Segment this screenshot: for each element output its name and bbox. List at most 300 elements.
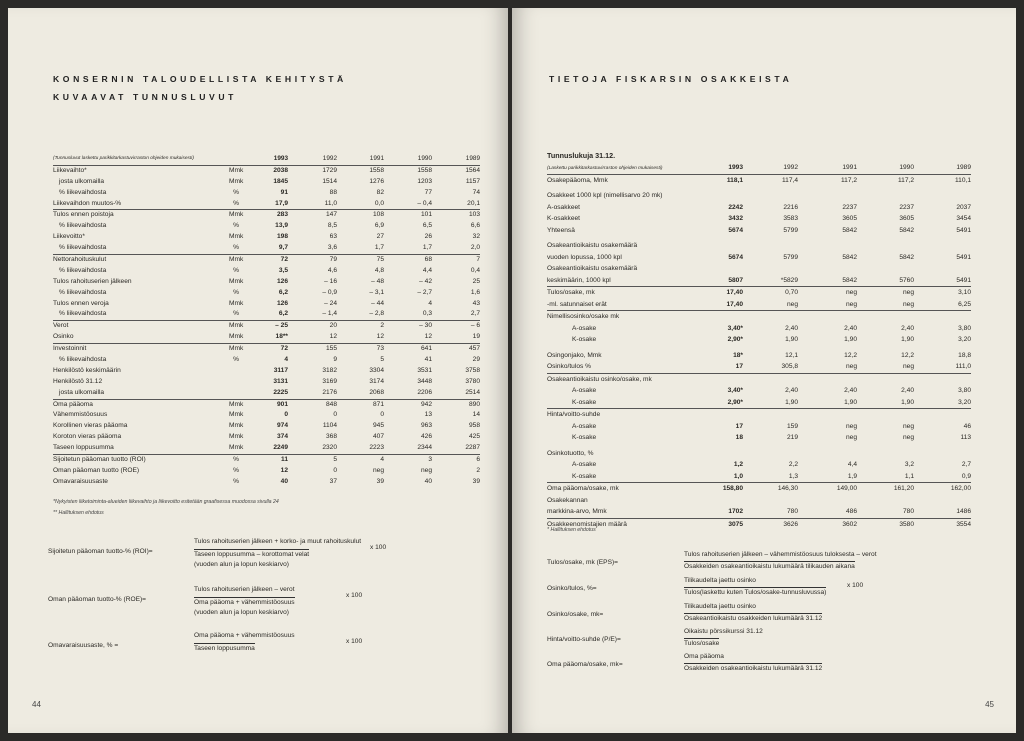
row-label: Omavaraisuusaste bbox=[53, 477, 108, 485]
cell-value: 3075 bbox=[728, 520, 743, 528]
cell-value: 3304 bbox=[369, 366, 384, 374]
table-row bbox=[547, 323, 971, 335]
cell-value: 3,10 bbox=[958, 289, 971, 296]
cell-value: 5674 bbox=[728, 226, 743, 234]
cell-value: 7 bbox=[476, 256, 480, 264]
cell-value: 2223 bbox=[369, 444, 384, 452]
cell-value: 3554 bbox=[956, 520, 971, 528]
table-row bbox=[53, 209, 480, 221]
cell-value: 3602 bbox=[842, 520, 857, 528]
cell-value: – 0,9 bbox=[322, 288, 337, 296]
table-row bbox=[53, 288, 480, 299]
row-unit: % bbox=[233, 456, 239, 464]
table-row bbox=[547, 334, 971, 346]
table-row bbox=[53, 443, 480, 454]
cell-value: 1514 bbox=[322, 177, 337, 185]
cell-value: neg bbox=[902, 300, 914, 308]
cell-value: 17,40 bbox=[726, 300, 743, 308]
cell-value: 17 bbox=[735, 363, 743, 370]
cell-value: 117,4 bbox=[781, 176, 798, 184]
cell-value: 162,00 bbox=[950, 485, 971, 492]
cell-value: 2037 bbox=[956, 203, 971, 211]
cell-value: 4 bbox=[284, 356, 288, 364]
cell-value: 4 bbox=[428, 299, 432, 307]
row-unit: % bbox=[233, 222, 239, 230]
cell-value: 12,2 bbox=[844, 351, 857, 359]
cell-value: 5842 bbox=[899, 226, 914, 234]
year-header: 1992 bbox=[783, 164, 798, 171]
row-unit: % bbox=[233, 310, 239, 318]
cell-value: – 16 bbox=[324, 277, 337, 285]
cell-value: 5491 bbox=[956, 253, 971, 261]
cell-value: 3,80 bbox=[958, 324, 971, 332]
cell-value: 1,6 bbox=[470, 288, 480, 296]
row-label: K-osakkeet bbox=[547, 215, 580, 222]
cell-value: 2 bbox=[476, 466, 480, 474]
cell-value: 11,0 bbox=[324, 199, 337, 207]
formula-label: Omavaraisuusaste, % = bbox=[48, 642, 119, 649]
cell-value: 5842 bbox=[842, 226, 857, 234]
share-indicators-table bbox=[547, 150, 971, 530]
cell-value: 3169 bbox=[322, 377, 337, 385]
cell-value: 2,2 bbox=[788, 461, 798, 468]
cell-value: 1,90 bbox=[785, 336, 798, 343]
row-label: Osakeantioikaistu osakemäärä bbox=[547, 265, 638, 272]
row-label: % liikevaihdosta bbox=[59, 288, 107, 296]
formula-label: Hinta/voitto-suhde (P/E)= bbox=[547, 636, 621, 643]
table-row bbox=[547, 432, 971, 444]
cell-value: 1,0 bbox=[733, 472, 743, 480]
cell-value: 3448 bbox=[417, 377, 432, 385]
cell-value: 2,40 bbox=[844, 387, 857, 394]
cell-value: 3,2 bbox=[904, 461, 914, 468]
cell-value: 963 bbox=[420, 422, 432, 430]
table-note: (Tunnusluvut laskettu parikkitarkastuvirraston ohjeiden mukaisesti) bbox=[53, 156, 194, 161]
cell-value: 101 bbox=[420, 211, 432, 219]
row-unit: Mmk bbox=[229, 277, 244, 285]
formula-denominator: Taseen loppusumma – korottomat velat bbox=[194, 551, 310, 558]
cell-value: 1,90 bbox=[785, 398, 798, 406]
cell-value: 118,1 bbox=[726, 176, 743, 184]
table-row bbox=[53, 199, 480, 210]
cell-value: 12 bbox=[424, 333, 432, 341]
formula-note: (vuoden alun ja lopun keskiarvo) bbox=[194, 561, 289, 568]
row-unit: Mmk bbox=[229, 333, 244, 341]
row-label: Osinko/tulos % bbox=[547, 363, 591, 370]
cell-value: 2,40 bbox=[844, 324, 857, 332]
cell-value: 108 bbox=[372, 211, 384, 219]
table-row bbox=[547, 495, 971, 507]
row-unit: % bbox=[233, 288, 239, 296]
row-label: % liikevaihdosta bbox=[59, 222, 107, 230]
cell-value: 29 bbox=[472, 356, 480, 364]
right-page bbox=[512, 8, 1016, 733]
row-label: josta ulkomailla bbox=[59, 177, 105, 185]
cell-value: 9,7 bbox=[278, 244, 288, 252]
cell-value: neg bbox=[786, 300, 798, 308]
cell-value: 2,7 bbox=[961, 461, 971, 468]
cell-value: 3182 bbox=[322, 366, 337, 374]
row-label: Osakkeet 1000 kpl (nimellisarvo 20 mk) bbox=[547, 192, 663, 199]
cell-value: 26 bbox=[424, 233, 432, 241]
left-page bbox=[8, 8, 508, 733]
cell-value: 2,7 bbox=[470, 310, 480, 318]
table-row bbox=[547, 240, 971, 252]
cell-value: 1558 bbox=[417, 166, 432, 174]
cell-value: 2225 bbox=[273, 388, 288, 396]
cell-value: neg bbox=[420, 466, 432, 474]
cell-value: 0,4 bbox=[470, 266, 480, 274]
cell-value: 3,6 bbox=[327, 244, 337, 252]
row-unit: Mmk bbox=[229, 433, 244, 441]
row-label: Oma pääoma/osake, mk bbox=[547, 485, 619, 492]
cell-value: 2249 bbox=[273, 444, 288, 452]
row-label: Nettorahoituskulut bbox=[53, 256, 107, 264]
cell-value: 18** bbox=[275, 333, 288, 341]
cell-value: 3117 bbox=[273, 366, 288, 374]
cell-value: 901 bbox=[276, 400, 288, 408]
table-row bbox=[547, 385, 971, 397]
formula-denominator: Tulos/osake bbox=[684, 640, 720, 647]
cell-value: 3 bbox=[428, 456, 432, 464]
cell-value: 73 bbox=[376, 345, 384, 353]
table-row bbox=[547, 471, 971, 483]
cell-value: 5799 bbox=[783, 226, 798, 234]
cell-value: 2,40 bbox=[785, 324, 798, 332]
table-note: (Laskettu parikkitarkastuvirraston ohjeiden mukaisesti) bbox=[547, 166, 663, 171]
row-label: % liikevaihdosta bbox=[59, 356, 107, 364]
cell-value: neg bbox=[372, 466, 384, 474]
table-row bbox=[547, 310, 971, 323]
formula-denominator: Tulos(laskettu kuten Tulos/osake-tunnusluvussa) bbox=[684, 589, 827, 596]
cell-value: 5 bbox=[380, 356, 384, 364]
cell-value: 4,4 bbox=[847, 461, 857, 468]
cell-value: 111,0 bbox=[955, 363, 971, 370]
cell-value: 18* bbox=[733, 351, 743, 359]
row-unit: Mmk bbox=[229, 256, 244, 264]
cell-value: 117,2 bbox=[897, 176, 914, 184]
table-row bbox=[53, 177, 480, 188]
cell-value: 3,80 bbox=[958, 387, 971, 394]
cell-value: 110,1 bbox=[954, 176, 971, 184]
cell-value: 6,25 bbox=[958, 300, 971, 308]
row-label: Henkilöstö 31.12 bbox=[53, 377, 103, 385]
cell-value: neg bbox=[845, 289, 857, 296]
row-label: Vähemmistöosuus bbox=[53, 411, 108, 419]
table-row bbox=[547, 190, 971, 202]
cell-value: 3780 bbox=[465, 377, 480, 385]
row-label: vuoden lopussa, 1000 kpl bbox=[547, 253, 622, 261]
cell-value: 3454 bbox=[956, 215, 971, 222]
cell-value: 74 bbox=[472, 188, 480, 196]
cell-value: 2320 bbox=[322, 444, 337, 452]
row-label: % liikevaihdosta bbox=[59, 310, 107, 318]
cell-value: 68 bbox=[424, 256, 432, 264]
row-label: K-osake bbox=[572, 398, 597, 406]
formula-note: (vuoden alun ja lopun keskiarvo) bbox=[194, 609, 289, 616]
table-row bbox=[53, 377, 480, 388]
cell-value: 1564 bbox=[465, 166, 480, 174]
row-label: markkina-arvo, Mmk bbox=[547, 508, 607, 515]
row-unit: Mmk bbox=[229, 322, 244, 330]
table-row bbox=[53, 432, 480, 443]
cell-value: 4,6 bbox=[327, 266, 337, 274]
cell-value: 18 bbox=[735, 434, 743, 441]
cell-value: 18,8 bbox=[958, 351, 971, 359]
cell-value: 2242 bbox=[728, 203, 743, 211]
cell-value: 1104 bbox=[322, 422, 337, 430]
left-heading-line1: KONSERNIN TALOUDELLISTA KEHITYSTÄ bbox=[53, 74, 347, 84]
table-row bbox=[547, 373, 971, 386]
cell-value: 2344 bbox=[417, 444, 432, 452]
cell-value: 5842 bbox=[899, 253, 914, 261]
cell-value: 0 bbox=[380, 411, 384, 419]
row-label: Investoinnit bbox=[53, 345, 87, 353]
cell-value: 27 bbox=[376, 233, 384, 241]
row-label: Nimellisosinko/osake mk bbox=[547, 313, 620, 320]
table-row bbox=[547, 213, 971, 225]
table-row bbox=[547, 448, 971, 460]
left-heading-line2: KUVAAVAT TUNNUSLUVUT bbox=[53, 92, 238, 102]
cell-value: 3131 bbox=[273, 377, 288, 385]
cell-value: neg bbox=[845, 422, 857, 430]
cell-value: 3758 bbox=[465, 366, 480, 374]
row-label: K-osake bbox=[572, 336, 597, 343]
cell-value: 374 bbox=[276, 433, 288, 441]
cell-value: 5842 bbox=[842, 276, 857, 284]
cell-value: 4,4 bbox=[422, 266, 432, 274]
row-unit: % bbox=[233, 356, 239, 364]
cell-value: – 2,7 bbox=[417, 288, 432, 296]
table-row bbox=[53, 399, 480, 411]
row-unit: % bbox=[233, 477, 239, 485]
row-label: Osakepääoma, Mmk bbox=[547, 176, 608, 184]
cell-value: 11 bbox=[281, 456, 288, 464]
table-row bbox=[547, 286, 971, 299]
row-unit: Mmk bbox=[229, 345, 244, 353]
right-heading: TIETOJA FISKARSIN OSAKKEISTA bbox=[549, 74, 793, 84]
year-header: 1992 bbox=[322, 155, 337, 162]
table-row bbox=[53, 388, 480, 399]
cell-value: 2206 bbox=[417, 388, 432, 396]
cell-value: 2,0 bbox=[470, 244, 480, 252]
cell-value: 871 bbox=[372, 400, 384, 408]
cell-value: 161,20 bbox=[893, 485, 914, 492]
table-row bbox=[53, 188, 480, 199]
formula-label: Osinko/tulos, %= bbox=[547, 585, 597, 592]
cell-value: 2237 bbox=[899, 203, 914, 211]
cell-value: 305,8 bbox=[781, 363, 798, 370]
cell-value: 113 bbox=[960, 434, 971, 441]
cell-value: 72 bbox=[280, 256, 288, 264]
cell-value: 368 bbox=[325, 433, 337, 441]
cell-value: neg bbox=[902, 363, 914, 370]
cell-value: 5491 bbox=[956, 276, 971, 284]
cell-value: – 6 bbox=[470, 322, 480, 330]
cell-value: 40 bbox=[280, 477, 288, 485]
formula-numerator: Tulos rahoituserien jälkeen – vähemmistöosuus tuloksesta – verot bbox=[684, 551, 877, 558]
cell-value: 5807 bbox=[728, 276, 743, 284]
formula-numerator: Oma pääoma bbox=[684, 653, 724, 660]
formula-label: Sijoitetun pääoman tuotto-% (ROI)= bbox=[48, 548, 153, 555]
financial-indicators-table bbox=[53, 154, 480, 488]
cell-value: 6,5 bbox=[422, 222, 432, 230]
cell-value: – 48 bbox=[371, 277, 384, 285]
table-row bbox=[547, 361, 971, 373]
row-label: Oman pääoman tuotto (ROE) bbox=[53, 466, 140, 474]
row-label: Yhteensä bbox=[547, 226, 575, 234]
row-label: Tulos/osake, mk bbox=[547, 289, 595, 296]
cell-value: 20 bbox=[329, 322, 337, 330]
formula-denominator: Taseen loppusumma bbox=[194, 645, 255, 652]
formula-multiplier: x 100 bbox=[346, 592, 363, 599]
cell-value: 1,90 bbox=[844, 336, 857, 343]
cell-value: 77 bbox=[424, 188, 432, 196]
cell-value: *5829 bbox=[780, 276, 798, 284]
cell-value: 1,2 bbox=[733, 461, 743, 468]
cell-value: – 0,4 bbox=[417, 199, 432, 207]
formula-label: Osinko/osake, mk= bbox=[547, 611, 604, 618]
cell-value: 2,40 bbox=[901, 324, 914, 332]
cell-value: neg bbox=[902, 289, 914, 296]
row-unit: Mmk bbox=[229, 211, 244, 219]
cell-value: 5674 bbox=[728, 253, 743, 261]
table-row bbox=[547, 202, 971, 214]
cell-value: 6 bbox=[476, 456, 480, 464]
cell-value: 5760 bbox=[899, 276, 914, 284]
formula-denominator: Oma pääoma + vähemmistöosuus bbox=[194, 599, 295, 606]
formula-numerator: Tilikaudelta jaettu osinko bbox=[684, 603, 756, 610]
table-row bbox=[53, 410, 480, 421]
row-label: keskimäärin, 1000 kpl bbox=[547, 276, 611, 284]
row-label: Tulos ennen poistoja bbox=[53, 211, 114, 219]
table-row bbox=[547, 350, 971, 362]
cell-value: 0,70 bbox=[785, 289, 798, 296]
formula-numerator: Tulos rahoituserien jälkeen – verot bbox=[194, 586, 295, 593]
row-unit: Mmk bbox=[229, 233, 244, 241]
cell-value: 13 bbox=[424, 411, 432, 419]
table-row bbox=[53, 477, 480, 488]
cell-value: 1,3 bbox=[788, 472, 798, 480]
table-row bbox=[547, 408, 971, 421]
cell-value: 780 bbox=[902, 508, 914, 515]
cell-value: 219 bbox=[786, 434, 798, 441]
cell-value: 1729 bbox=[322, 166, 337, 174]
cell-value: 8,5 bbox=[327, 222, 337, 230]
table-header-row bbox=[53, 154, 480, 165]
cell-value: 147 bbox=[325, 211, 337, 219]
year-header: 1989 bbox=[956, 164, 971, 171]
cell-value: 79 bbox=[329, 256, 337, 264]
row-label: Taseen loppusumma bbox=[53, 444, 114, 452]
cell-value: neg bbox=[902, 434, 914, 441]
table-row bbox=[547, 252, 971, 264]
table-row bbox=[53, 254, 480, 266]
cell-value: 945 bbox=[372, 422, 384, 430]
row-unit: % bbox=[233, 266, 239, 274]
formula-denominator: Osakkeiden osakeantioikaistu lukumäärä 31.12 bbox=[684, 665, 823, 672]
row-label: Tulos rahoituserien jälkeen bbox=[53, 277, 132, 285]
page-number-right: 45 bbox=[985, 700, 994, 709]
row-label: -ml. satunnaiset erät bbox=[547, 300, 607, 308]
cell-value: 198 bbox=[276, 233, 288, 241]
cell-value: 1,7 bbox=[374, 244, 384, 252]
cell-value: 3,5 bbox=[278, 266, 288, 274]
cell-value: 283 bbox=[276, 211, 288, 219]
row-unit: Mmk bbox=[229, 400, 244, 408]
table-row bbox=[53, 309, 480, 320]
table-header-row bbox=[547, 162, 971, 174]
footnote-nykyisten: *Nykyisten liiketoiminta-alueiden liikevaihto ja liikevoitto esitetään graafisessa muodossa sivulla 24 bbox=[53, 499, 279, 505]
cell-value: 3,40* bbox=[727, 387, 743, 394]
cell-value: 3583 bbox=[783, 215, 798, 222]
cell-value: 6,9 bbox=[374, 222, 384, 230]
cell-value: 126 bbox=[276, 277, 288, 285]
row-label: Osinko bbox=[53, 333, 74, 341]
cell-value: 2176 bbox=[322, 388, 337, 396]
table-row bbox=[547, 397, 971, 409]
cell-value: 0,9 bbox=[961, 472, 971, 480]
cell-value: 146,30 bbox=[777, 485, 798, 492]
row-label: K-osake bbox=[572, 472, 597, 480]
cell-value: 2038 bbox=[273, 166, 288, 174]
cell-value: 149,00 bbox=[836, 485, 857, 492]
page-number-left: 44 bbox=[32, 700, 41, 709]
cell-value: 1,90 bbox=[901, 398, 914, 406]
table-row bbox=[53, 421, 480, 432]
row-label: A-osake bbox=[572, 422, 597, 430]
cell-value: 43 bbox=[472, 299, 480, 307]
cell-value: 2068 bbox=[369, 388, 384, 396]
formula-denominator: Osakeantioikaistu osakkeiden lukumäärä 31.12 bbox=[684, 615, 823, 622]
row-label: A-osakkeet bbox=[547, 203, 580, 211]
cell-value: 0,3 bbox=[422, 310, 432, 318]
cell-value: – 2,8 bbox=[369, 310, 384, 318]
cell-value: 407 bbox=[372, 433, 384, 441]
table-row bbox=[53, 466, 480, 477]
cell-value: 6,6 bbox=[470, 222, 480, 230]
cell-value: 39 bbox=[376, 477, 384, 485]
year-header: 1991 bbox=[842, 164, 857, 171]
row-label: % liikevaihdosta bbox=[59, 244, 107, 252]
formula-numerator: Oma pääoma + vähemmistöosuus bbox=[194, 632, 295, 639]
cell-value: – 3,1 bbox=[369, 288, 384, 296]
cell-value: 39 bbox=[472, 477, 480, 485]
cell-value: 486 bbox=[845, 508, 857, 515]
cell-value: 12 bbox=[376, 333, 384, 341]
cell-value: 158,80 bbox=[722, 485, 743, 492]
cell-value: 1,9 bbox=[847, 472, 857, 480]
cell-value: 2 bbox=[380, 322, 384, 330]
row-label: A-osake bbox=[572, 387, 597, 394]
cell-value: 1702 bbox=[728, 508, 743, 515]
cell-value: 6,2 bbox=[278, 310, 288, 318]
cell-value: 25 bbox=[472, 277, 480, 285]
row-label: Osingonjako, Mmk bbox=[547, 351, 602, 359]
row-label: Liikevaihdon muutos-% bbox=[53, 199, 122, 207]
table-row bbox=[547, 482, 971, 495]
cell-value: 1,90 bbox=[901, 336, 914, 343]
table-row bbox=[53, 343, 480, 355]
cell-value: 1558 bbox=[369, 166, 384, 174]
cell-value: 13,9 bbox=[275, 222, 288, 230]
cell-value: 425 bbox=[468, 433, 480, 441]
cell-value: 1845 bbox=[273, 177, 288, 185]
table-row bbox=[547, 299, 971, 311]
cell-value: 1486 bbox=[956, 508, 971, 515]
cell-value: 1,1 bbox=[904, 472, 914, 480]
cell-value: 2514 bbox=[465, 388, 480, 396]
